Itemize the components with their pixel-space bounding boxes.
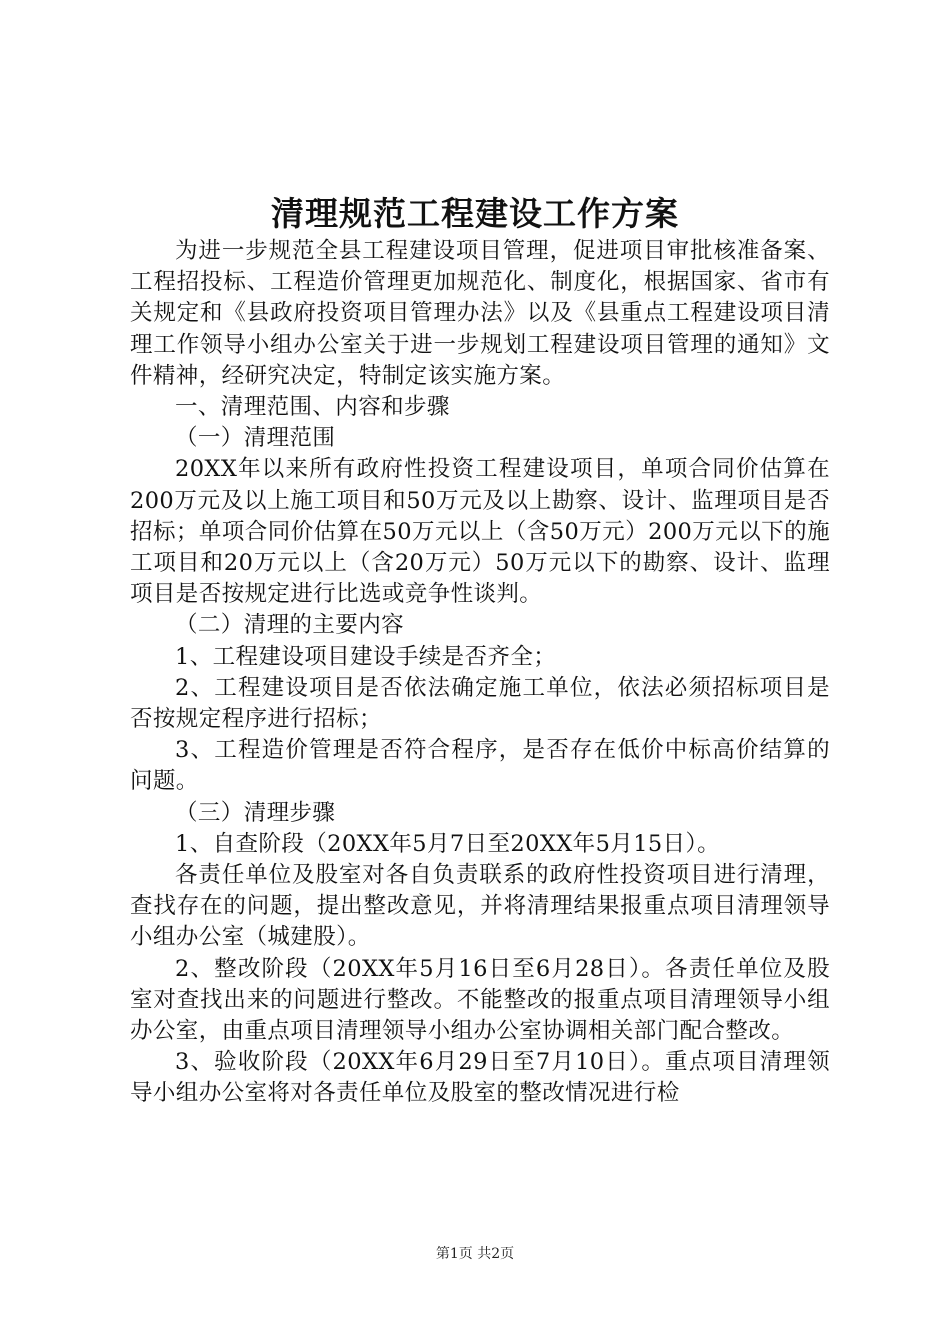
subsection-heading: （三）清理步骤 (175, 799, 336, 826)
intro-paragraph: 为进一步规范全县工程建设项目管理，促进项目审批核准备案、工程招投标、工程造价管理更加规范化、制度化，根据国家、省市有关规定和《县政府投资项目管理办法》以及《县重点工程建设项目清理工作领导小组办公室关于进一步规划工程建设项目管理的通知》文件精神，经研究决定，特制定该实施方案。 (130, 238, 830, 389)
body-paragraph: 20XX年以来所有政府性投资工程建设项目，单项合同价估算在200万元及以上施工项目和50万元及以上勘察、设计、监理项目是否招标；单项合同价估算在50万元以上（含50万元）200万元以下的施工项目和20万元以上（含20万元）50万元以下的勘察、设计、监理项目是否按规定进行比选或竞争性谈判。 (130, 456, 830, 608)
list-item: 2、工程建设项目是否依法确定施工单位，依法必须招标项目是否按规定程序进行招标； (130, 674, 830, 733)
list-item: 3、验收阶段（20XX年6月29日至7月10日）。重点项目清理领导小组办公室将对各责任单位及股室的整改情况进行检 (130, 1049, 830, 1107)
subsection-heading: （一）清理范围 (175, 425, 336, 452)
subsection-heading: （二）清理的主要内容 (175, 612, 405, 639)
list-item: 2、整改阶段（20XX年5月16日至6月28日）。各责任单位及股室对查找出来的问题进行整改。不能整改的报重点项目清理领导小组办公室，由重点项目清理领导小组办公室协调相关部门配合整改。 (130, 955, 830, 1045)
page-number: 第1页 共2页 (435, 1246, 515, 1262)
section-heading: 一、清理范围、内容和步骤 (175, 394, 450, 421)
document-title: 清理规范工程建设工作方案 (271, 194, 679, 233)
document-body (130, 236, 830, 1110)
list-item: 3、工程造价管理是否符合程序，是否存在低价中标高价结算的问题。 (130, 737, 830, 795)
list-item: 1、自查阶段（20XX年5月7日至20XX年5月15日）。 (175, 830, 721, 857)
body-paragraph: 各责任单位及股室对各自负责联系的政府性投资项目进行清理，查找存在的问题，提出整改意见，并将清理结果报重点项目清理领导小组办公室（城建股）。 (130, 862, 830, 951)
list-item: 1、工程建设项目建设手续是否齐全； (175, 643, 557, 670)
